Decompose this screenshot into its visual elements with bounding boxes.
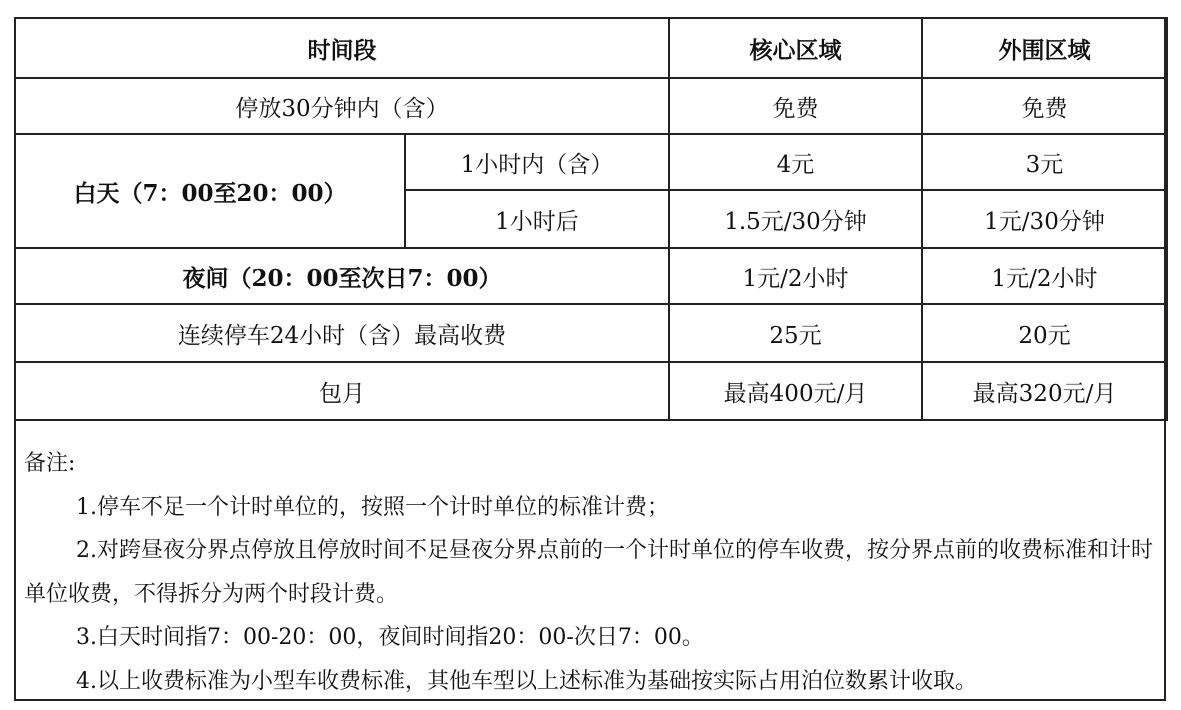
table-header-row: [15, 18, 1167, 78]
parking-fee-table: [14, 17, 1168, 421]
cap24-label: 连续停车24小时（含）最高收费: [15, 304, 669, 362]
day-after-hour-core: 1.5元/30分钟: [669, 190, 922, 248]
note-item-3: 3.白天时间指7：00-20：00，夜间时间指20：00-次日7：00。: [76, 625, 704, 650]
table-row-free30: [15, 78, 1167, 134]
note-item-1: 1.停车不足一个计时单位的，按照一个计时单位的标准计费；: [76, 494, 669, 520]
table-row-cap24: [15, 304, 1167, 362]
night-label: 夜间（20：00至次日7：00）: [15, 248, 669, 304]
table-row-day-first-hour: [15, 134, 1167, 190]
header-outer-area: 外围区域: [922, 18, 1167, 78]
monthly-core: 最高400元/月: [669, 362, 922, 420]
notes-section: [24, 442, 1164, 703]
cap24-core: 25元: [669, 304, 922, 362]
day-after-hour-label: 1小时后: [405, 190, 669, 248]
free30-outer: 免费: [922, 78, 1167, 134]
free30-label: 停放30分钟内（含）: [15, 78, 669, 134]
note-item-2: 2.对跨昼夜分界点停放且停放时间不足昼夜分界点前的一个计时单位的停车收费，按分界点前的收费标准和计时单位收费，不得拆分为两个时段计费。: [24, 538, 1153, 607]
day-first-hour-core: 4元: [669, 134, 922, 190]
header-core-area: 核心区域: [669, 18, 922, 78]
day-first-hour-label: 1小时内（含）: [405, 134, 669, 190]
table-row-monthly: [15, 362, 1167, 420]
night-core: 1元/2小时: [669, 248, 922, 304]
night-outer: 1元/2小时: [922, 248, 1167, 304]
day-label: 白天（7：00至20：00）: [15, 134, 405, 248]
header-period: 时间段: [15, 18, 669, 78]
free30-core: 免费: [669, 78, 922, 134]
cap24-outer: 20元: [922, 304, 1167, 362]
day-after-hour-outer: 1元/30分钟: [922, 190, 1167, 248]
table-row-night: [15, 248, 1167, 304]
day-first-hour-outer: 3元: [922, 134, 1167, 190]
note-item-4: 4.以上收费标准为小型车收费标准，其他车型以上述标准为基础按实际占用泊位数累计收取。: [76, 668, 977, 694]
monthly-outer: 最高320元/月: [922, 362, 1167, 420]
notes-label: 备注:: [24, 451, 76, 476]
monthly-label: 包月: [15, 362, 669, 420]
